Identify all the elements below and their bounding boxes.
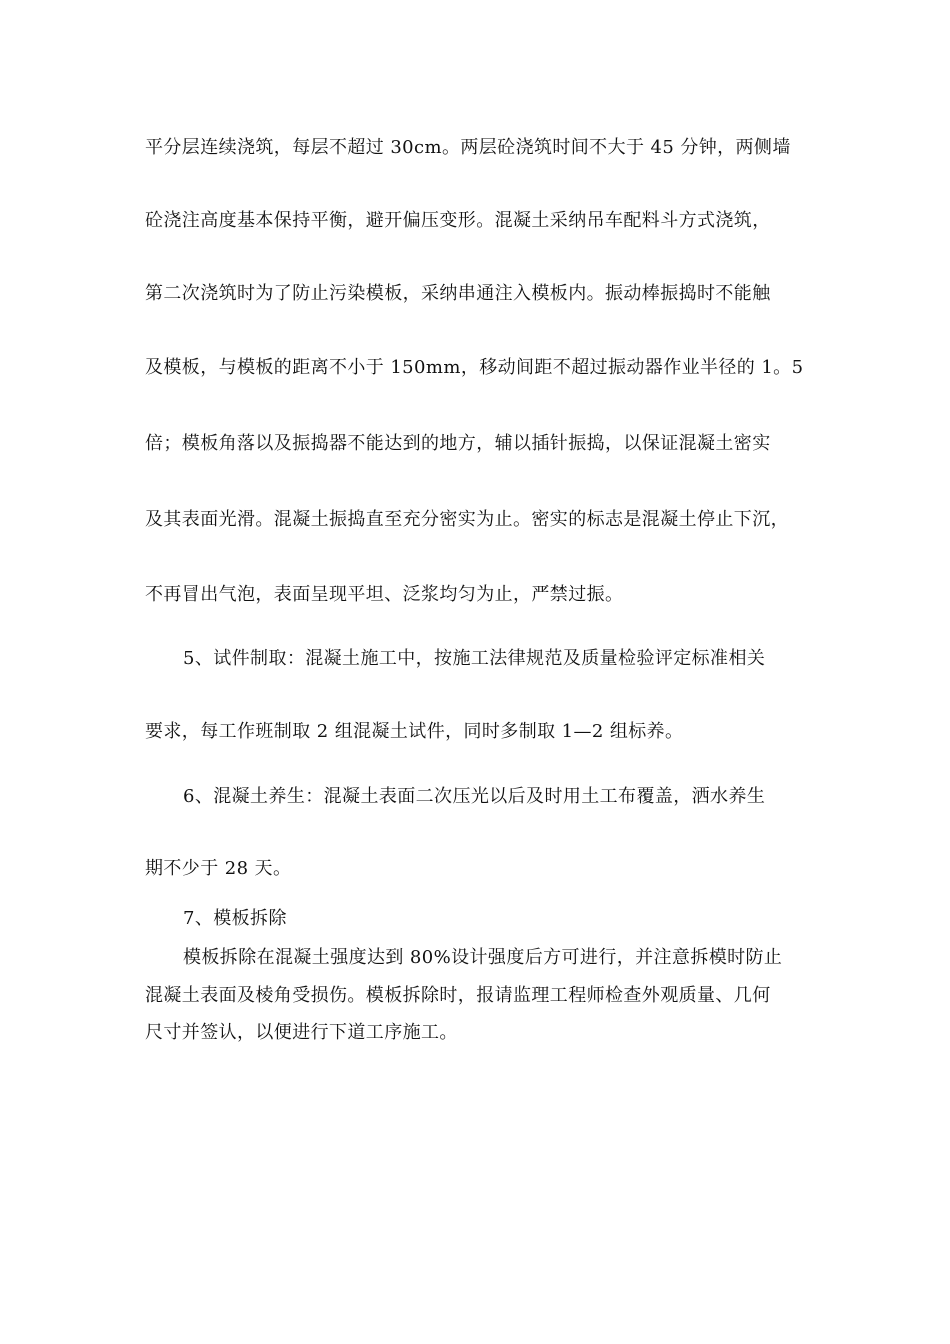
paragraph-1-line-1: 平分层连续浇筑，每层不超过 30cm。两层砼浇筑时间不大于 45 分钟，两侧墙 — [145, 137, 791, 158]
paragraph-1-line-3: 第二次浇筑时为了防止污染模板，采纳串通注入模板内。振动棒振捣时不能触 — [145, 283, 771, 304]
paragraph-1-line-4: 及模板，与模板的距离不小于 150mm，移动间距不超过振动器作业半径的 1。5 — [145, 357, 804, 378]
item-7-line-3: 尺寸并签认，以便进行下道工序施工。 — [145, 1022, 458, 1043]
item-6-line-2: 期不少于 28 天。 — [145, 858, 292, 879]
paragraph-1-line-7: 不再冒出气泡，表面呈现平坦、泛浆均匀为止，严禁过振。 — [145, 584, 624, 605]
paragraph-1-line-2: 砼浇注高度基本保持平衡，避开偏压变形。混凝土采纳吊车配料斗方式浇筑， — [145, 210, 771, 231]
paragraph-1-line-5: 倍；模板角落以及振捣器不能达到的地方，辅以插针振捣，以保证混凝土密实 — [145, 433, 771, 454]
item-7-heading: 7、模板拆除 — [183, 908, 287, 929]
item-7-line-1: 模板拆除在混凝土强度达到 80%设计强度后方可进行，并注意拆模时防止 — [183, 947, 783, 968]
paragraph-1-line-6: 及其表面光滑。混凝土振捣直至充分密实为止。密实的标志是混凝土停止下沉， — [145, 509, 789, 530]
item-6-line-1: 6、混凝土养生：混凝土表面二次压光以后及时用土工布覆盖，洒水养生 — [183, 786, 766, 807]
item-7-line-2: 混凝土表面及棱角受损伤。模板拆除时，报请监理工程师检查外观质量、几何 — [145, 985, 771, 1006]
item-5-line-1: 5、试件制取：混凝土施工中，按施工法律规范及质量检验评定标准相关 — [183, 648, 766, 669]
item-5-line-2: 要求，每工作班制取 2 组混凝土试件，同时多制取 1—2 组标养。 — [145, 721, 684, 742]
